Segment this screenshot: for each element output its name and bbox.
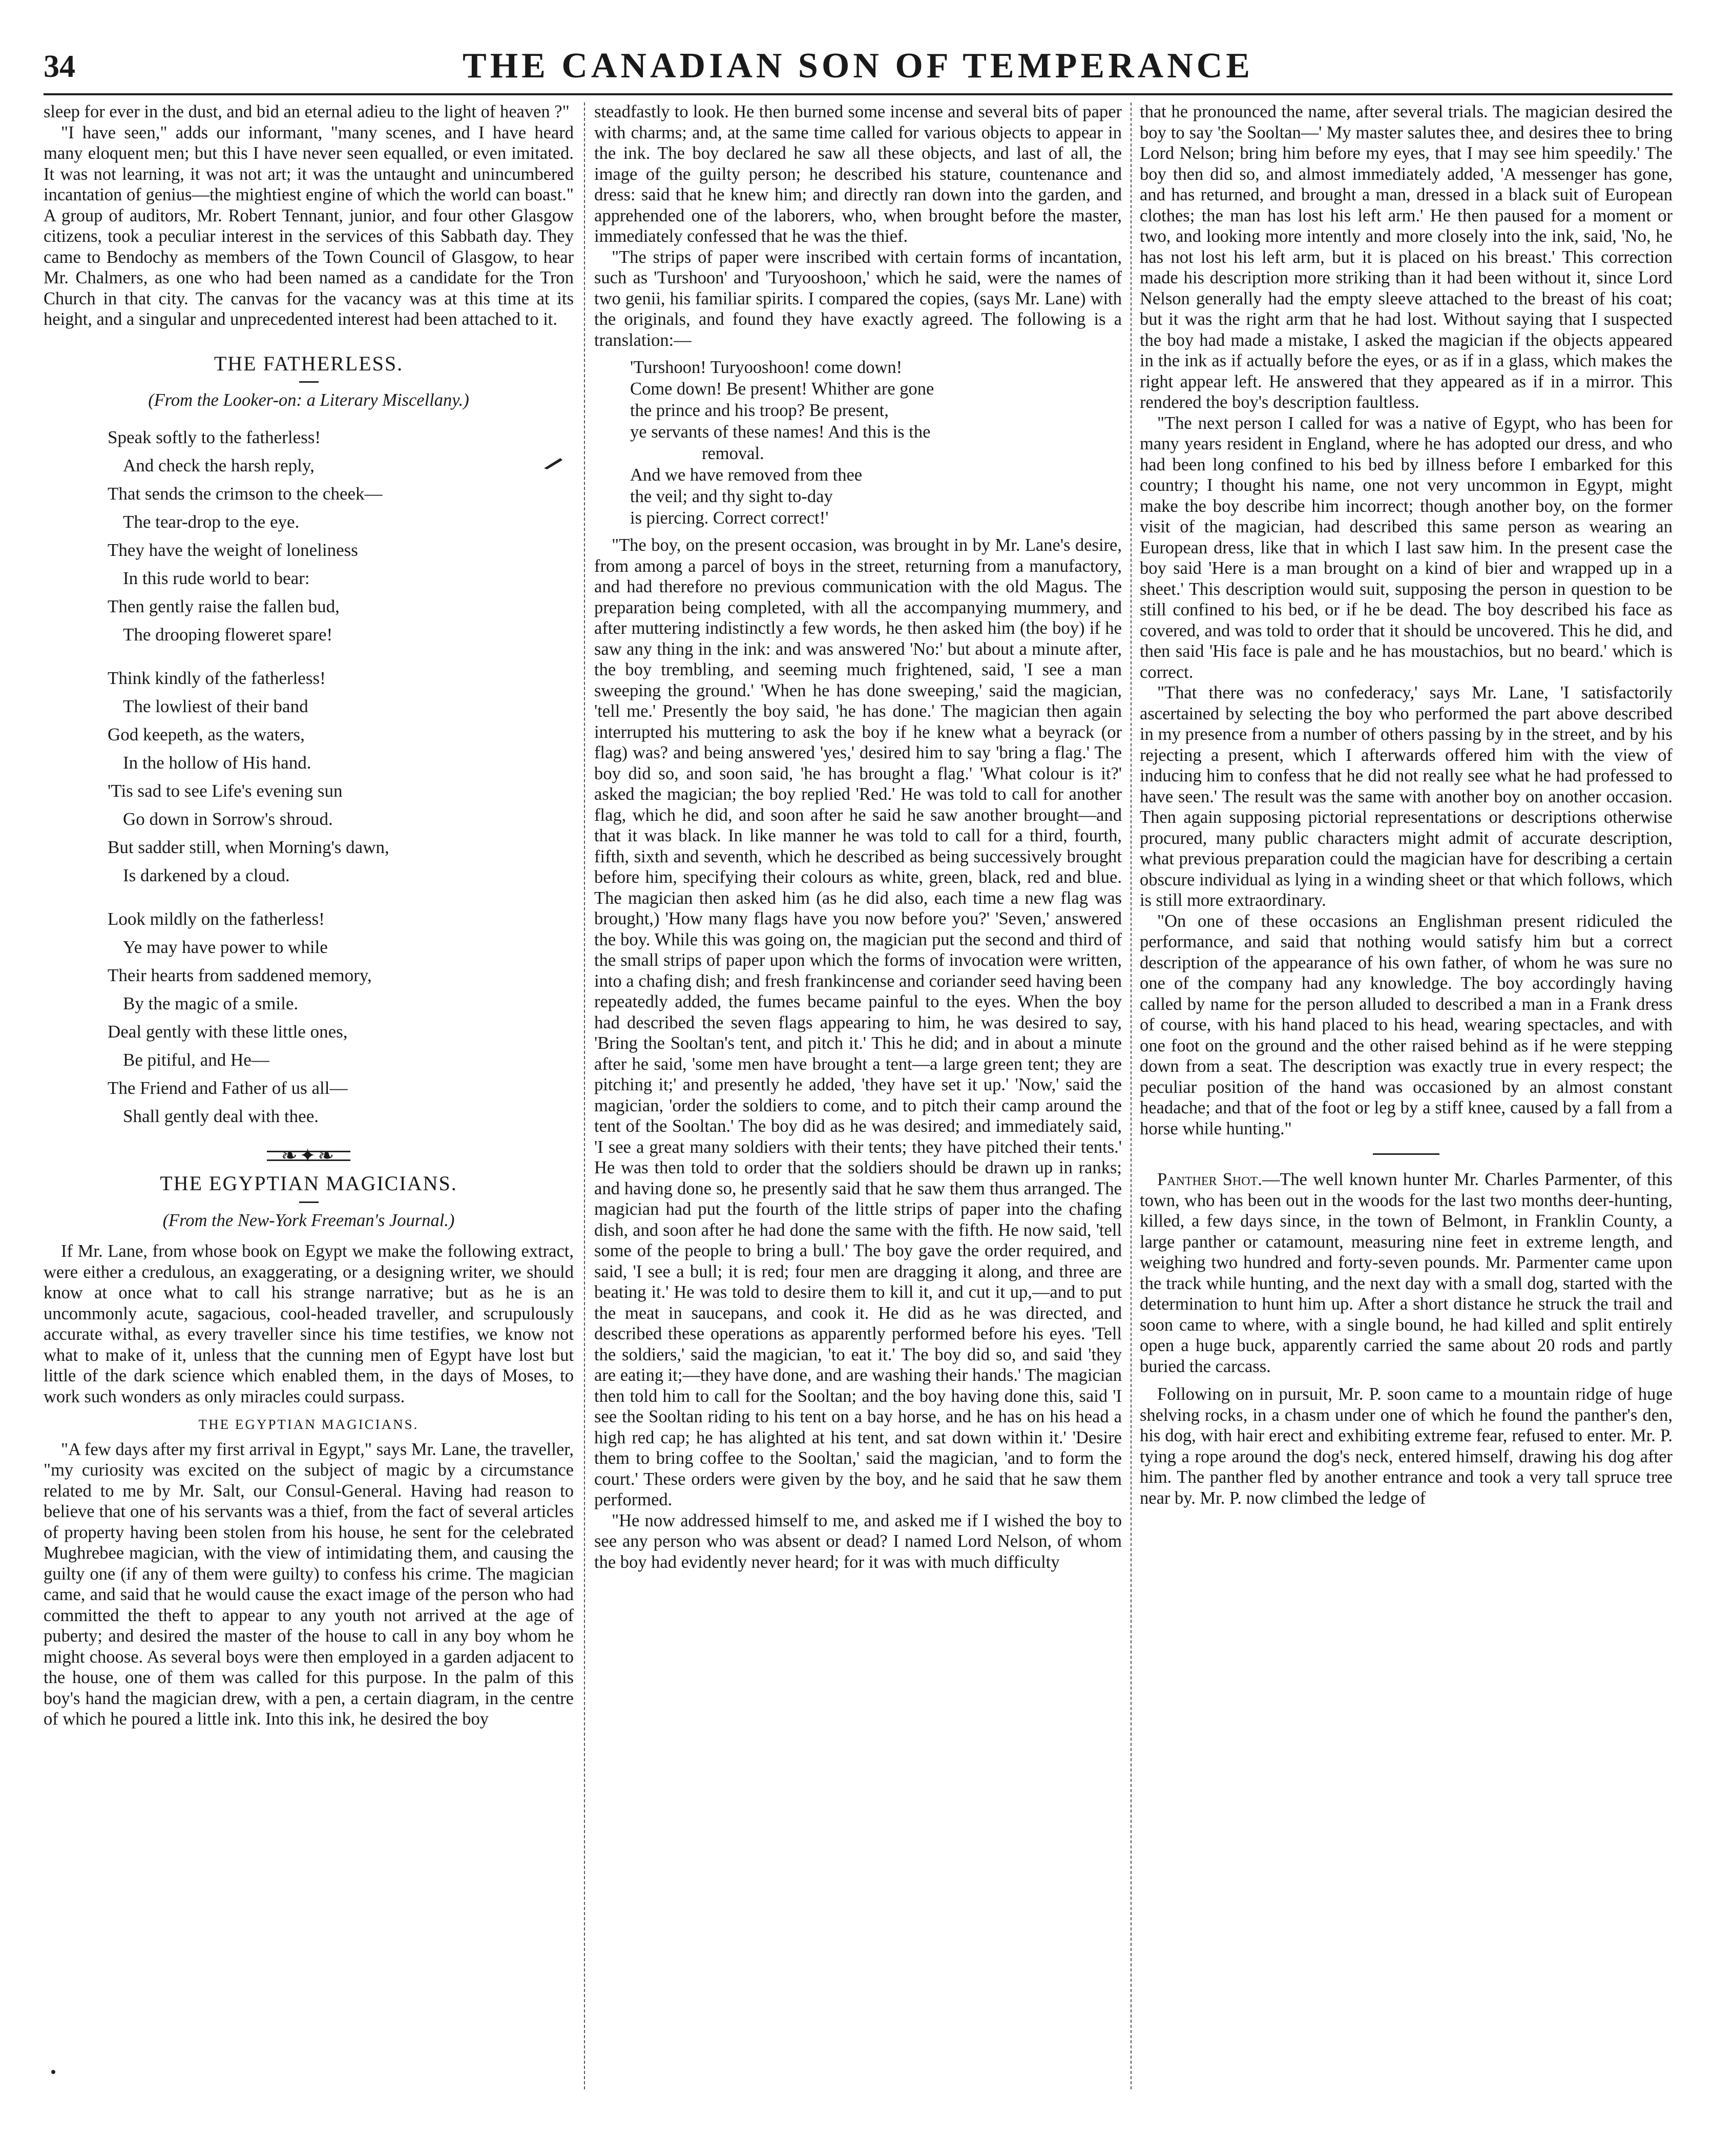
- incantation-line: ye servants of these names! And this is the: [630, 422, 931, 442]
- source-note: (From the New-York Freeman's Journal.): [162, 1210, 455, 1230]
- divider: [299, 1201, 319, 1203]
- pen-mark-icon: [542, 455, 565, 470]
- panther-text: —The well known hunter Mr. Charles Parmenter, of this town, who has been out in the woods for the last two months deer-hunting, killed, a few days since, in the town of Belmont, in Franklin County, a large panther or catamount, measuring nine feet in extreme length, and weighing two hundred and forty-seven pounds. Mr. Parmenter came upon the track while hunting, and the next day with a small dog, started with the determination to hunt him up. After a short distance he struck the trail and soon came to where, with a single bound, he had killed and split entirely open a huge buck, apparently carried the same about 20 rods and partly buried the carcass.: [1140, 1170, 1673, 1376]
- source-note: (From the Looker-on: a Literary Miscellany.): [148, 390, 469, 410]
- poem-line: Then gently raise the fallen bud,: [108, 596, 340, 616]
- paragraph: that he pronounced the name, after several trials. The magician desired the boy to say 'the Sooltan—' My master salutes thee, and desires thee to bring Lord Nelson; bring him before my eyes, that I may see him speedily.' The boy then did so, and almost immediately added, 'A messenger has gone, and has returned, and brought a man, dressed in a black suit of European clothes; the man has lost his left arm.' He then paused for a moment or two, and looking more intently and more closely into the ink, said, 'No, he has not lost his left arm, but it is placed on his breast.' This correction made his description more striking than it had been without it, since Lord Nelson generally had the empty sleeve attached to the breast of his coat; but it was the right arm that he had lost. Without saying that I suspected the boy had made a mistake, I asked the magician if the objects appeared in the ink as if actually before the eyes, or as if in a glass, which makes the right appear left. He answered that they appeared as if in a mirror. This rendered the boy's description faultless.: [1140, 102, 1673, 412]
- incantation-line: is piercing. Correct correct!': [630, 508, 829, 528]
- column-divider: [1131, 102, 1132, 2089]
- paragraph: [1140, 1169, 1673, 1377]
- header-rule: [44, 93, 1673, 95]
- incantation-line: removal.: [702, 444, 764, 463]
- poem-line: The tear-drop to the eye.: [123, 511, 300, 532]
- incantation-line: the prince and his troop? Be present,: [630, 401, 889, 420]
- divider: [1373, 1153, 1439, 1155]
- poem-line: In this rude world to bear:: [123, 568, 310, 588]
- paragraph: Following on in pursuit, Mr. P. soon came to a mountain ridge of huge shelving rocks, in a chasm under one of which he found the panther's den, his dog, with hair erect and exhibiting extreme fear, refused to enter. Mr. P. tying a rope around the dog's neck, entered himself, drawing his dog after him. The panther fled by another entrance and took a very tall spruce tree near by. Mr. P. now climbed the ledge of: [1140, 1384, 1673, 1508]
- poem-line: The Friend and Father of us all—: [108, 1077, 348, 1098]
- section-title-fatherless: THE FATHERLESS.: [214, 351, 404, 375]
- paragraph: sleep for ever in the dust, and bid an eternal adieu to the light of heaven ?": [44, 102, 570, 121]
- poem-line: In the hollow of His hand.: [123, 752, 311, 773]
- paragraph: "That there was no confederacy,' says Mr. Lane, 'I satisfactorily ascertained by selecting the boy who performed the part above described in my presence from a number of others passing by in the street, and by his rejecting a present, which I afterwards offered him with the view of inducing him to confess that he did not really see what he had professed to have seen.' The result was the same with another boy on another occasion. Then again supposing pictorial representations or descriptions otherwise procured, many public characters might admit of accurate description, what previous preparation could the magician have for describing a certain obscure individual as lying in a winding sheet or that which follows, which is still more extraordinary.: [1140, 683, 1673, 910]
- incantation-line: And we have removed from thee: [630, 465, 863, 485]
- poem-stanza: [108, 423, 574, 649]
- poem-stanza: [108, 905, 574, 1130]
- paragraph: "On one of these occasions an Englishman present ridiculed the performance, and said that nothing would satisfy him but a correct description of the appearance of his own father, of whom he was sure no one of the company had any knowledge. The boy accordingly having called by name for the person alluded to described a man in a Frank dress of course, with his hand placed to his head, wearing spectacles, and with one foot on the ground and the other raised behind as if he were stepping down from a seat. The description was exactly true in every respect; the peculiar position of the hand was occasioned by an almost constant headache; and that of the foot or leg by a stiff knee, caused by a fall from a horse while hunting.": [1140, 911, 1673, 1138]
- ink-speck: [51, 2070, 55, 2074]
- poem-line: Deal gently with these little ones,: [108, 1021, 348, 1042]
- poem: [108, 423, 574, 1130]
- paragraph: steadfastly to look. He then burned some incense and several bits of paper with charms; and, at the same time called for various objects to appear in the ink. The boy declared he saw all these objects, and last of all, the image of the guilty person; he described his stature, countenance and dress: said that he knew him; and directly ran down into the garden, and apprehended one of the laborers, who, when brought before the master, immediately confessed that he was the thief.: [594, 102, 1122, 246]
- incantation-line: 'Turshoon! Turyooshoon! come down!: [630, 358, 903, 377]
- poem-line: The drooping floweret spare!: [123, 624, 333, 645]
- poem-stanza: [108, 664, 574, 889]
- panther-heading: Panther Shot.: [1157, 1170, 1262, 1189]
- column-2: [594, 101, 1122, 2095]
- column-3: [1140, 101, 1673, 2095]
- poem-line: God keepeth, as the waters,: [108, 724, 305, 744]
- sub-heading: THE EGYPTIAN MAGICIANS.: [198, 1417, 419, 1432]
- paragraph: "The next person I called for was a native of Egypt, who has been for many years resident in England, where he has adopted our dress, and who had been long confined to his bed by illness before I embarked for this country; I thought his name, one not very uncommon in Egypt, might make the boy describe him incorrect; though another boy, on the former visit of the magician, had described this same person as wearing an European dress, like that in which I last saw him. In the present case the boy said 'Here is a man brought on a kind of bier and wrapped up in a sheet.' This description would suit, supposing the person in question to be still confined to his bed, or if he be dead. The boy described his face as covered, and was told to order that it should be uncovered. This he did, and then said 'His face is pale and he has moustachios, but no beard.' which is correct.: [1140, 413, 1673, 682]
- paragraph: "I have seen," adds our informant, "many scenes, and I have heard many eloquent men; but this I have never seen equalled, or even imitated. It was not learning, it was not art; it was the untaught and unincumbered incantation of genius—the mightiest engine of which the world can boast." A group of auditors, Mr. Robert Tennant, junior, and four other Glasgow citizens, took a peculiar interest in the services of this Sabbath day. They came to Bendochy as members of the Town Council of Glasgow, to hear Mr. Chalmers, as one who had been named as a candidate for the Tron Church in that city. The canvas for the vacancy was at this time at its height, and a singular and unprecedented interest had been attached to it.: [44, 122, 574, 329]
- poem-line: Think kindly of the fatherless!: [108, 668, 326, 688]
- poem-line: That sends the crimson to the cheek—: [108, 483, 383, 504]
- poem-line: Be pitiful, and He—: [123, 1049, 269, 1070]
- page-header: [44, 38, 1673, 95]
- paragraph: "The strips of paper were inscribed with certain forms of incantation, such as 'Turshoon' and 'Turyooshoon,' which he said, were the names of two genii, his familiar spirits. I compared the copies, (says Mr. Lane) with the originals, and found they have exactly agreed. The following is a translation:—: [594, 247, 1122, 350]
- paragraph: "A few days after my first arrival in Egypt," says Mr. Lane, the traveller, "my curiosity was excited on the subject of magic by a circumstance related to me by Mr. Salt, our Consul-General. Having had reason to believe that one of his servants was a thief, from the fact of several articles of property having been stolen from his house, he sent for the celebrated Mughrebee magician, with the view of intimidating them, and causing the guilty one (if any of them were guilty) to confess his crime. The magician came, and said that he would cause the exact image of the person who had committed the theft to appear to any youth not arrived at the age of puberty; and desired the master of the house to call in any boy whom he might choose. As several boys were then employed in a garden adjacent to the house, one of them was called for this purpose. In the palm of this boy's hand the magician drew, with a pen, a certain diagram, in the centre of which he poured a little ink. Into this ink, he desired the boy: [44, 1439, 574, 1729]
- incantation: [630, 357, 1122, 529]
- incantation-line: the veil; and thy sight to-day: [630, 487, 833, 506]
- poem-line: Is darkened by a cloud.: [123, 865, 290, 885]
- poem-line: Look mildly on the fatherless!: [108, 908, 325, 929]
- column-divider: [584, 102, 585, 2089]
- poem-line: But sadder still, when Morning's dawn,: [108, 837, 389, 857]
- poem-line: They have the weight of loneliness: [108, 540, 358, 560]
- section-title-egyptian: THE EGYPTIAN MAGICIANS.: [160, 1172, 457, 1195]
- divider: [299, 381, 319, 383]
- page-number: 34: [44, 49, 75, 84]
- paragraph: "The boy, on the present occasion, was brought in by Mr. Lane's desire, from among a parcel of boys in the street, returning from a manufactory, and had therefore no previous communication with the old Magus. The preparation being completed, with all the accompanying mummery, and after muttering indistinctly a few words, he then asked him (the boy) if he saw any thing in the ink: and was answered 'No:' but about a minute after, the boy trembling, and seeming much frightened, said, 'I see a man sweeping the ground.' 'When he has done sweeping,' said the magician, 'tell me.' Presently the boy said, 'he has done.' The magician then again interrupted his muttering to ask the boy if he knew what a beyrack (or flag) was? and being answered 'yes,' desired him to say 'bring a flag.' The boy did so, and soon said, 'he has brought a flag.' 'What colour is it?' asked the magician; the boy replied 'Red.' He was told to call for another flag, which he did, and soon after he said he saw another brought—and that it was black. In like manner he was told to call for a third, fourth, fifth, sixth and seventh, which he described as being successively brought before him, specifying their colours as white, green, black, red and blue. The magician then asked him (as he did also, each time a new flag was brought,) 'How many flags have you now before you?' 'Seven,' answered the boy. While this was going on, the magician put the second and third of the small strips of paper upon which the forms of invocation were written, into a chafing dish; and fresh frankincense and coriander seed having been repeatedly added, the fumes became painful to the eyes. When the boy had described the seven flags appearing to him, he was desired to say, 'Bring the Sooltan's tent, and pitch it.' This he did; and in about a minute after he said, 'some men have brought a tent—a large green tent; they are pitching it;' and presently he added, 'they have set it up.' 'Now,' said the magician, 'order the soldiers to come, and to pitch their camp around the tent of the Sooltan.' The boy did as he was desired; and immediately said, 'I see a great many soldiers with their tents; they have pitched their tents.' He was then told to order that the soldiers should be drawn up in ranks; and having done so, he presently said that he saw them thus arranged. The magician had put the fourth of the little strips of paper into the chafing dish, and soon after he had done the same with the fifth. He now said, 'tell some of the people to bring a bull.' The boy gave the order required, and said, 'I see a bull; it is red; four men are dragging it along, and three are beating it.' He was told to desire them to kill it, and cut it up,—and to put the meat in saucepans, and cook it. He did as he was directed, and described these operations as apparently performed before his eyes. 'Tell the soldiers,' said the magician, 'to eat it.' The boy did so, and said 'they are eating it;—they have done, and are washing their hands.' The magician then told him to call for the Sooltan; and the boy having done this, said 'I see the Sooltan riding to his tent on a bay horse, and he has on his head a high red cap; he has alighted at his tent, and sat down within it.' 'Desire them to bring coffee to the Sooltan,' said the magician, 'and to form the court.' These orders were given by the boy, and he said that he saw them performed.: [594, 535, 1122, 1509]
- column-1: [44, 101, 574, 2095]
- ornamental-divider: ❧✦❧: [44, 1146, 574, 1167]
- poem-line: By the magic of a smile.: [123, 993, 299, 1013]
- paragraph: If Mr. Lane, from whose book on Egypt we make the following extract, were either a credulous, an exaggerating, or a designing writer, we should know at once what to call his strange narrative; but as he is an uncommonly acute, sagacious, cool-headed traveller, and scrupulously accurate withal, as every traveller since his time testifies, we know not what to make of it, unless that the cunning men of Egypt have lost but little of the dark science which enabled them, in the days of Moses, to work such wonders as only miracles could surpass.: [44, 1241, 574, 1406]
- paragraph: "He now addressed himself to me, and asked me if I wished the boy to see any person who was absent or dead? I named Lord Nelson, of whom the boy had evidently never heard; for it was with much difficulty: [594, 1510, 1122, 1572]
- poem-line: Their hearts from saddened memory,: [108, 965, 372, 985]
- poem-line: The lowliest of their band: [123, 696, 308, 716]
- poem-line: Speak softly to the fatherless!: [108, 427, 321, 447]
- masthead-title: THE CANADIAN SON OF TEMPERANCE: [463, 46, 1253, 86]
- poem-line: Ye may have power to while: [123, 937, 328, 957]
- poem-line: 'Tis sad to see Life's evening sun: [108, 780, 343, 801]
- poem-line: Shall gently deal with thee.: [123, 1106, 319, 1126]
- poem-line: And check the harsh reply,: [123, 455, 315, 475]
- poem-line: Go down in Sorrow's shroud.: [123, 808, 333, 829]
- incantation-line: Come down! Be present! Whither are gone: [630, 379, 934, 399]
